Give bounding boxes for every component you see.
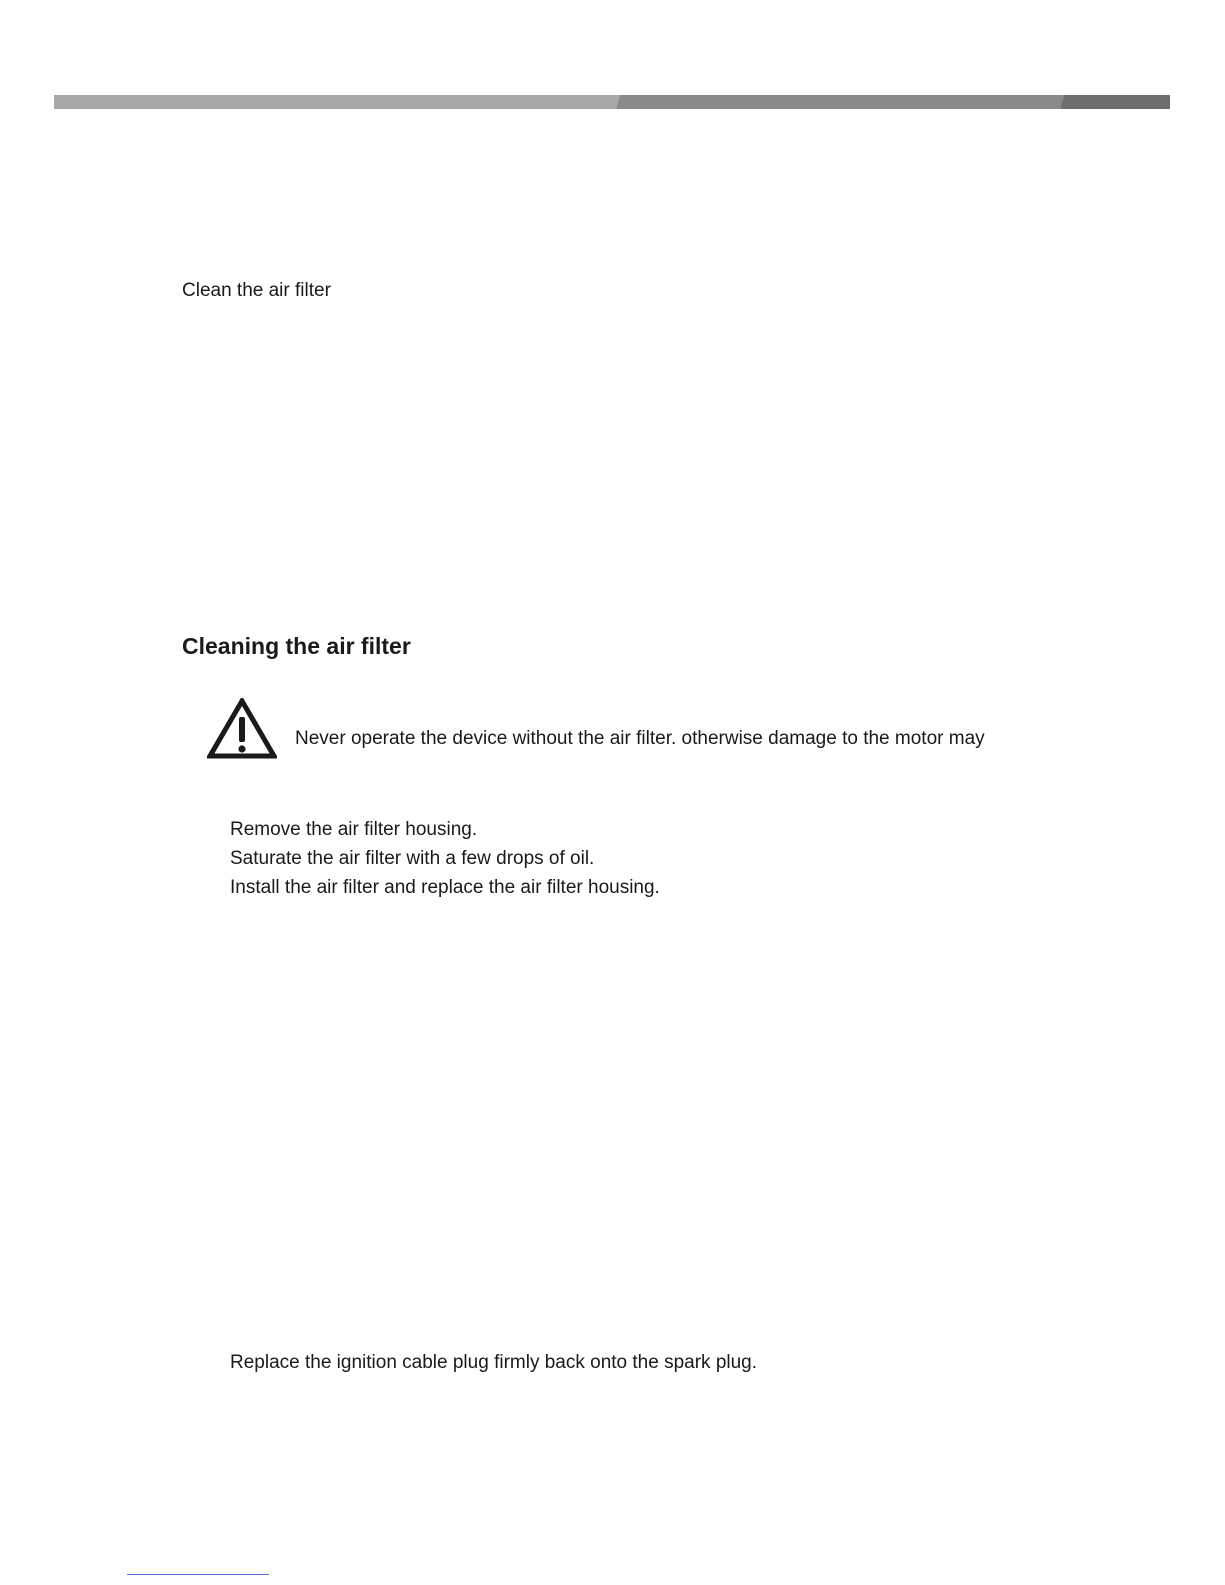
header-bar-segment-dark — [1060, 95, 1170, 109]
header-bar — [54, 95, 1170, 109]
warning-triangle-icon — [207, 698, 277, 760]
list-item: Saturate the air filter with a few drops of oil. — [230, 848, 595, 869]
list-item: Remove the air filter housing. — [230, 819, 478, 840]
final-step: Replace the ignition cable plug firmly back onto the spark plug. — [230, 1352, 758, 1373]
header-bar-segment-mid — [616, 95, 1064, 109]
footer-link-underline[interactable] — [127, 1574, 269, 1575]
list-item: Install the air filter and replace the air filter housing. — [230, 877, 660, 898]
steps-list — [230, 815, 660, 902]
warning-text: Never operate the device without the air filter. otherwise damage to the motor may — [295, 728, 985, 749]
intro-label: Clean the air filter — [182, 280, 331, 301]
section-heading: Cleaning the air filter — [182, 633, 411, 659]
header-bar-graphic — [54, 95, 1170, 109]
header-bar-segment-light — [54, 95, 620, 109]
